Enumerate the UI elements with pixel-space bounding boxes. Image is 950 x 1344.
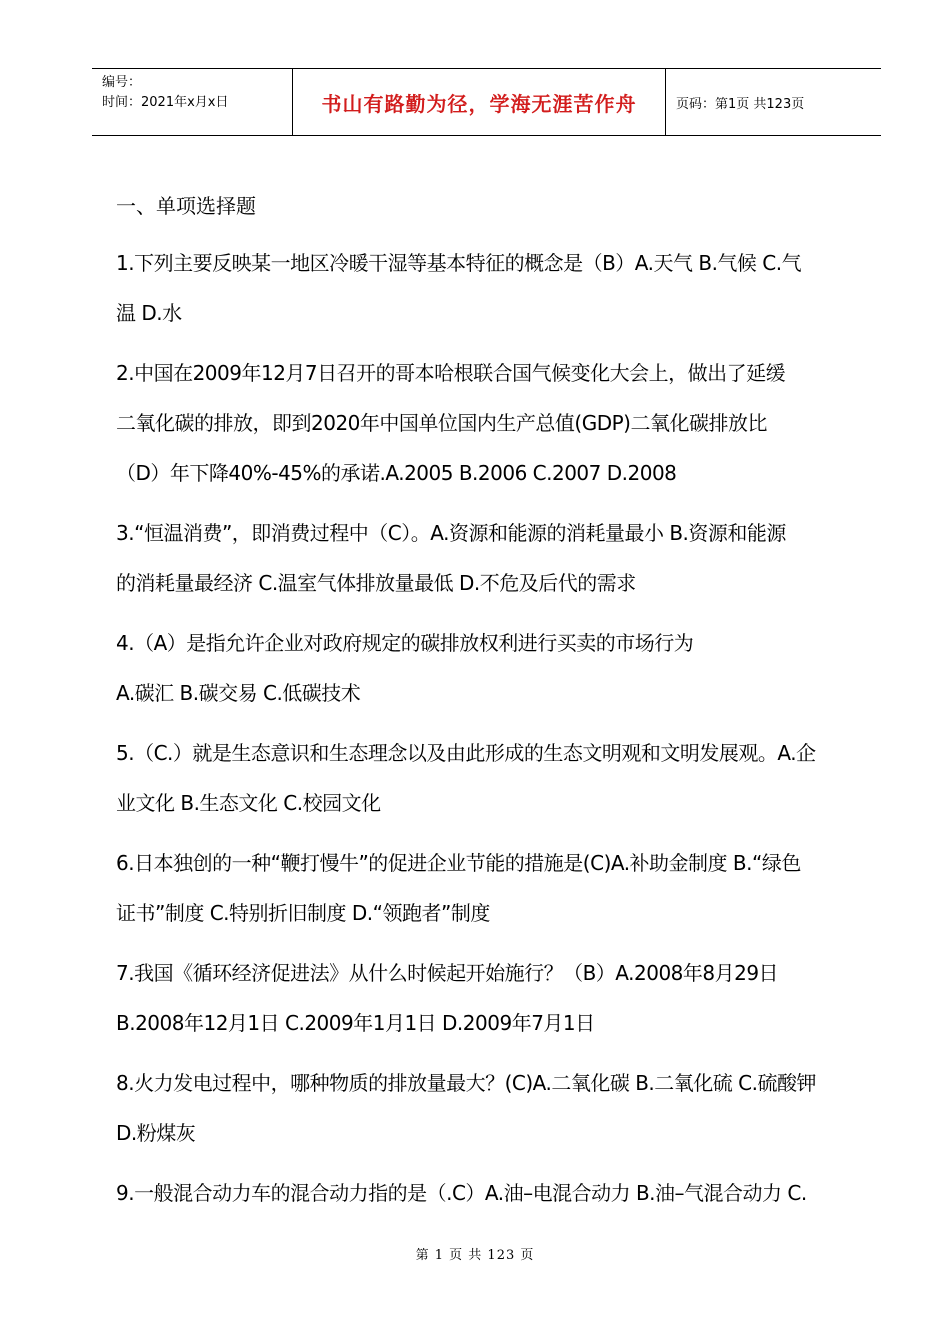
question-3 xyxy=(116,508,861,608)
question-2 xyxy=(116,348,861,498)
question-line: 1.下列主要反映某一地区冷暖干湿等基本特征的概念是（B）A.天气 B.气候 C.气 xyxy=(116,251,802,275)
question-line: 二氧化碳的排放，即到2020年中国单位国内生产总值(GDP)二氧化碳排放比 xyxy=(116,411,767,435)
question-line: 6.日本独创的一种“鞭打慢牛”的促进企业节能的措施是(C)A.补助金制度 B.“绿色 xyxy=(116,851,801,875)
footer-page-number: 第 1 页 共 123 页 xyxy=(415,1248,535,1263)
section-title: 一、单项选择题 xyxy=(116,194,256,218)
question-line: 2.中国在2009年12月7日召开的哥本哈根联合国气候变化大会上，做出了延缓 xyxy=(116,361,786,385)
question-7 xyxy=(116,948,861,1048)
question-9 xyxy=(116,1168,861,1218)
question-5 xyxy=(116,728,861,828)
question-line: 3.“恒温消费”，即消费过程中（C）。A.资源和能源的消耗量最小 B.资源和能源 xyxy=(116,521,786,545)
question-line: 4.（A）是指允许企业对政府规定的碳排放权利进行买卖的市场行为 xyxy=(116,631,694,655)
question-6 xyxy=(116,838,861,938)
question-line: 证书”制度 C.特别折旧制度 D.“领跑者”制度 xyxy=(116,901,490,925)
header-page-info: 页码：第1页 共123页 xyxy=(676,96,805,112)
header-motto: 书山有路勤为径，学海无涯苦作舟 xyxy=(321,91,637,116)
question-1 xyxy=(116,238,861,338)
question-line: 9.一般混合动力车的混合动力指的是（.C）A.油–电混合动力 B.油–气混合动力 C. xyxy=(116,1181,807,1205)
question-line: A.碳汇 B.碳交易 C.低碳技术 xyxy=(116,681,361,705)
question-line: B.2008年12月1日 C.2009年1月1日 D.2009年7月1日 xyxy=(116,1011,595,1035)
page-footer xyxy=(0,1244,950,1263)
question-line: 温 D.水 xyxy=(116,301,182,325)
question-8 xyxy=(116,1058,861,1158)
document-header xyxy=(92,68,881,136)
question-4 xyxy=(116,618,861,718)
question-line: 8.火力发电过程中，哪种物质的排放量最大？(C)A.二氧化碳 B.二氧化硫 C.硫酸钾 xyxy=(116,1071,816,1095)
header-page-cell xyxy=(666,69,881,135)
question-line: D.粉煤灰 xyxy=(116,1121,196,1145)
question-line: 7.我国《循环经济促进法》从什么时候起开始施行？（B）A.2008年8月29日 xyxy=(116,961,779,985)
header-motto-cell xyxy=(293,69,666,135)
header-meta-cell xyxy=(92,69,293,135)
question-line: （D）年下降40%-45%的承诺.A.2005 B.2006 C.2007 D.2008 xyxy=(116,461,677,485)
question-line: 业文化 B.生态文化 C.校园文化 xyxy=(116,791,381,815)
question-line: 的消耗量最经济 C.温室气体排放量最低 D.不危及后代的需求 xyxy=(116,571,636,595)
document-body xyxy=(116,188,861,1228)
question-line: 5.（C.）就是生态意识和生态理念以及由此形成的生态文明观和文明发展观。A.企 xyxy=(116,741,816,765)
number-label: 编号： xyxy=(102,75,142,90)
time-label: 时间：2021年x月x日 xyxy=(102,95,229,110)
